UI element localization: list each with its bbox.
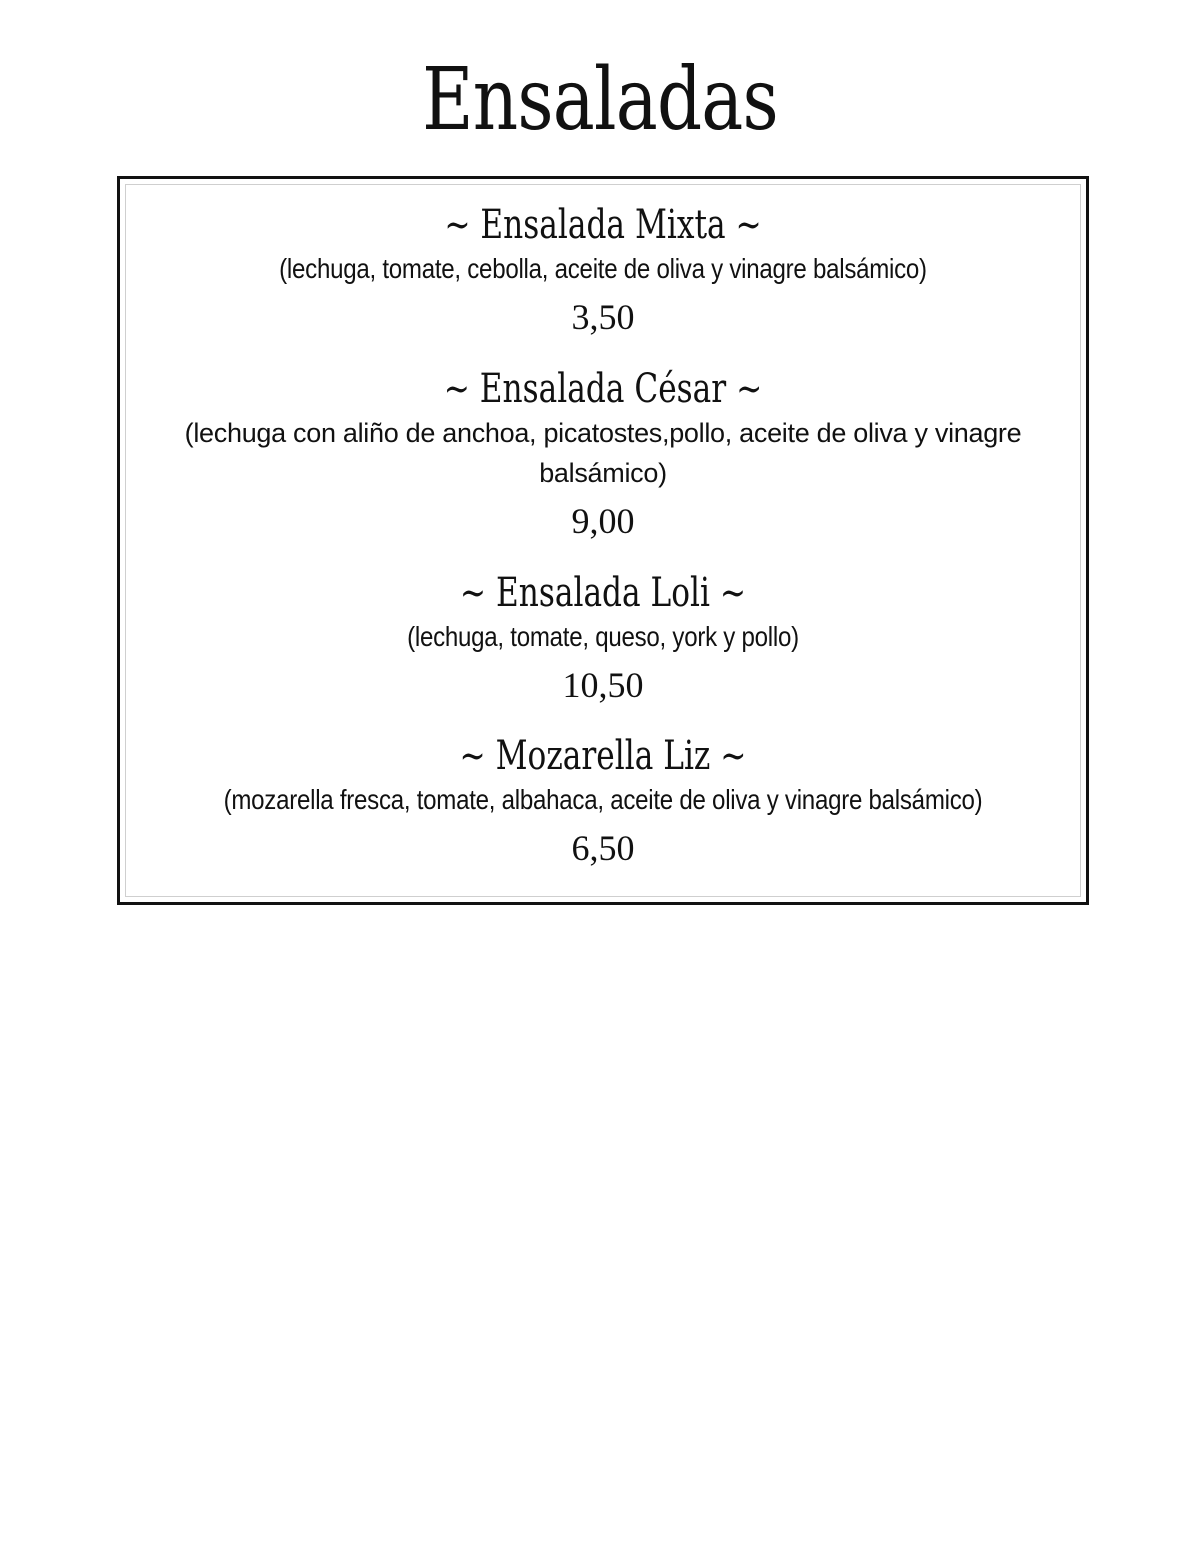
menu-item-mozarella-liz	[120, 732, 1086, 872]
menu-item-name: ~ Ensalada Mixta ~	[444, 202, 762, 248]
menu-item-description: (mozarella fresca, tomate, albahaca, aceite de oliva y vinagre balsámico)	[223, 784, 983, 815]
menu-item-name: ~ Mozarella Liz ~	[459, 733, 747, 779]
menu-item-price: 6,50	[571, 828, 635, 868]
menu-item-price: 3,50	[571, 297, 635, 337]
menu-box	[117, 176, 1089, 905]
menu-item-description: (lechuga, tomate, queso, york y pollo)	[407, 621, 799, 652]
menu-item-ensalada-loli	[120, 569, 1086, 709]
page-title: Ensaladas	[422, 50, 778, 150]
menu-item-description: (lechuga, tomate, cebolla, aceite de oliva y vinagre balsámico)	[279, 253, 927, 284]
menu-item-name: ~ Ensalada Loli ~	[459, 570, 747, 616]
menu-item-name: ~ Ensalada César ~	[443, 366, 763, 412]
menu-item-description: (lechuga con aliño de anchoa, picatostes,pollo, aceite de oliva y vinagre balsámico)	[184, 418, 1022, 488]
menu-item-price: 9,00	[571, 501, 635, 541]
menu-item-price: 10,50	[562, 665, 644, 705]
menu-item-ensalada-cesar	[120, 365, 1086, 545]
menu-item-ensalada-mixta	[120, 201, 1086, 341]
